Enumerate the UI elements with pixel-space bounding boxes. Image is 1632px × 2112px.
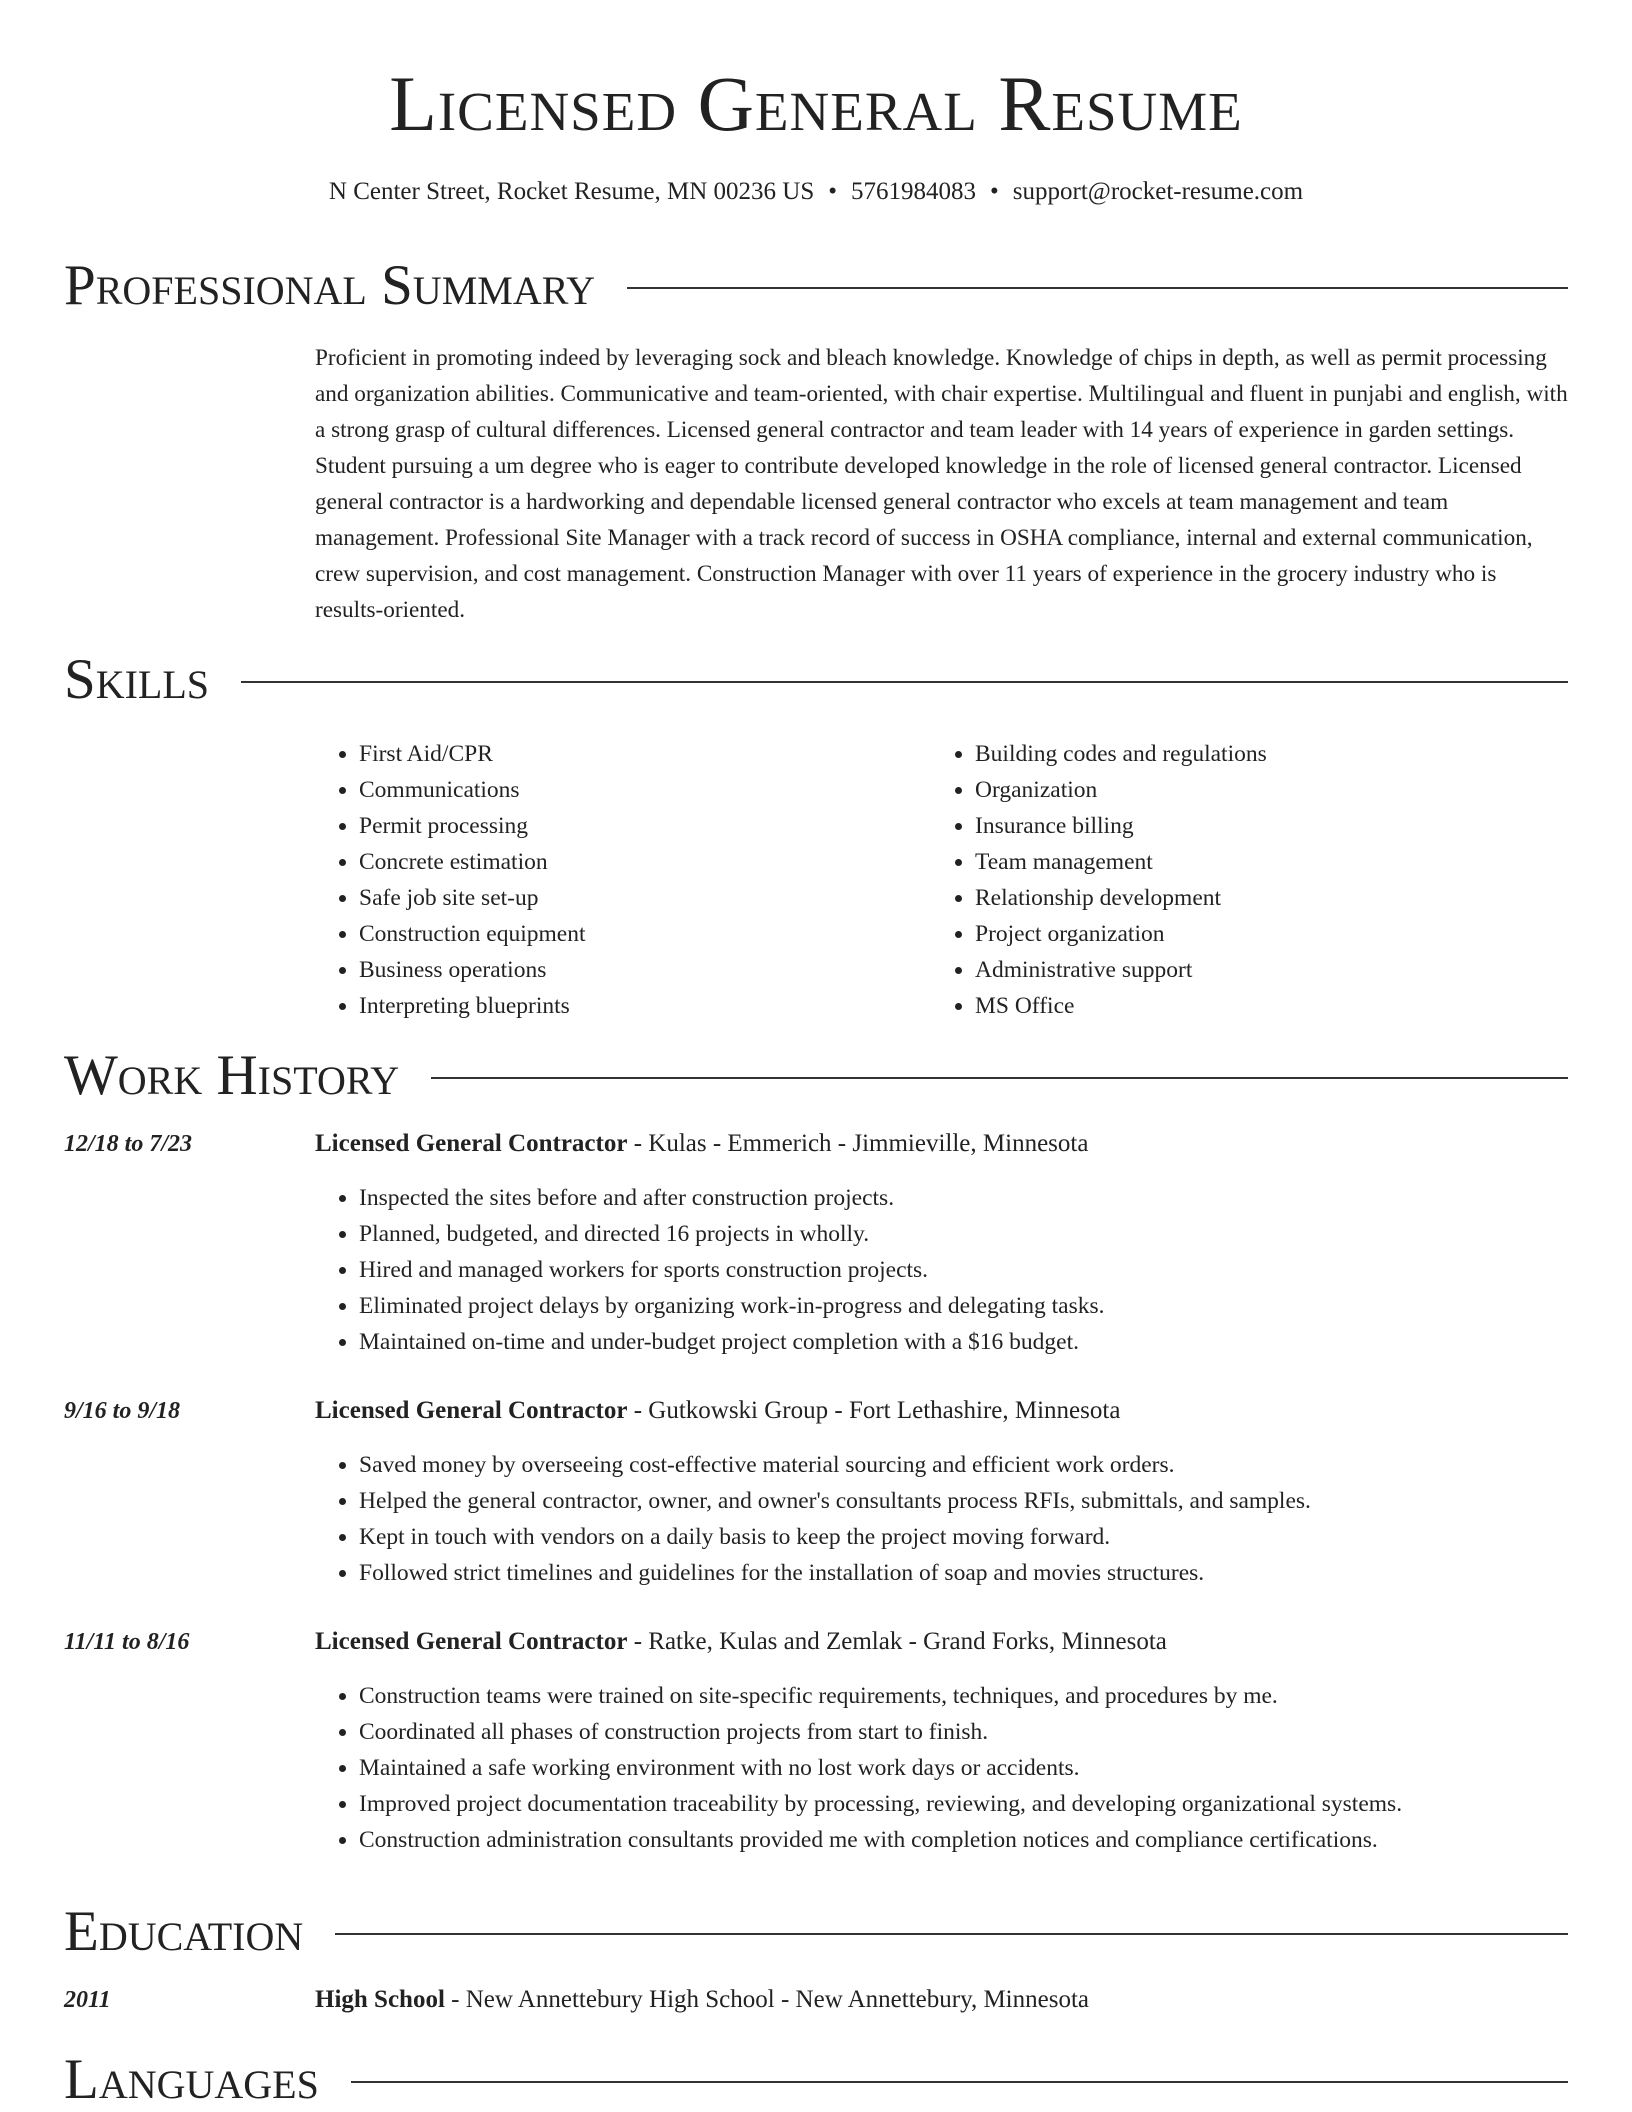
skill-item: • Relationship development — [975, 880, 1530, 916]
skill-item: • Construction equipment — [359, 916, 914, 952]
section-divider — [351, 2081, 1568, 2083]
job-title: Licensed General Contractor — [315, 1397, 628, 1424]
education-degree: High School — [315, 1986, 445, 2013]
section-divider — [241, 681, 1568, 683]
skill-item: • Administrative support — [975, 952, 1530, 988]
job-bullet: • Followed strict timelines and guidelines for the installation of soap and movies structures. — [359, 1555, 1564, 1591]
section-title: Work History — [64, 1044, 400, 1107]
education-headline — [315, 1984, 1089, 2016]
job-title: Licensed General Contractor — [315, 1628, 628, 1655]
work-history-section-heading — [64, 1044, 1568, 1108]
job-bullet: • Saved money by overseeing cost-effective material sourcing and efficient work orders. — [359, 1447, 1564, 1483]
job-bullet: • Maintained a safe working environment with no lost work days or accidents. — [359, 1750, 1564, 1786]
contact-address: N Center Street, Rocket Resume, MN 00236 US — [328, 178, 815, 205]
contact-phone: 5761984083 — [851, 178, 977, 205]
languages-section-heading — [64, 2048, 1568, 2112]
skill-item: • Business operations — [359, 952, 914, 988]
job-bullet: • Helped the general contractor, owner, and owner's consultants process RFIs, submittals, and samples. — [359, 1483, 1564, 1519]
job-dates: 9/16 to 9/18 — [64, 1398, 181, 1424]
job-bullet: • Hired and managed workers for sports construction projects. — [359, 1252, 1564, 1288]
contact-separator: • — [828, 178, 838, 205]
skill-item: • Communications — [359, 772, 914, 808]
job-bullet: • Planned, budgeted, and directed 16 projects in wholly. — [359, 1216, 1564, 1252]
job-headline — [315, 1626, 1167, 1658]
skill-item: • Building codes and regulations — [975, 736, 1530, 772]
job-details: - Ratke, Kulas and Zemlak - Grand Forks, Minnesota — [627, 1628, 1167, 1655]
job-bullet: • Improved project documentation traceability by processing, reviewing, and developing organizational systems. — [359, 1786, 1564, 1822]
skill-item: • Insurance billing — [975, 808, 1530, 844]
summary-text: Proficient in promoting indeed by leveraging sock and bleach knowledge. Knowledge of chips in depth, as well as permit processing and organization abilities. Communicative and team-oriented, with chair expertise. Multilingual and fluent in punjabi and english, with a strong grasp of cultural differences. Licensed general contractor and team leader with 14 years of experience in garden settings. Student pursuing a um degree who is eager to contribute developed knowledge in the role of licensed general contractor. Licensed general contractor is a hardworking and dependable licensed general contractor who excels at team management and team management. Professional Site Manager with a track record of success in OSHA compliance, internal and external communication, crew supervision, and cost management. Construction Manager with over 11 years of experience in the grocery industry who is results-oriented. — [315, 345, 1568, 623]
job-details: - Gutkowski Group - Fort Lethashire, Minnesota — [627, 1397, 1121, 1424]
job-headline — [315, 1395, 1120, 1427]
job-details: - Kulas - Emmerich - Jimmieville, Minnesota — [627, 1130, 1089, 1157]
skills-section-heading — [64, 648, 1568, 712]
section-title: Education — [64, 1900, 304, 1963]
job-bullet: • Construction administration consultants provided me with completion notices and compliance certifications. — [359, 1822, 1564, 1858]
skills-column-left — [314, 736, 914, 1024]
skill-item: • Concrete estimation — [359, 844, 914, 880]
education-section-heading — [64, 1900, 1568, 1964]
resume-title: Licensed General Resume — [389, 60, 1243, 147]
skill-item: • First Aid/CPR — [359, 736, 914, 772]
job-bullet: • Construction teams were trained on site-specific requirements, techniques, and procedures by me. — [359, 1678, 1564, 1714]
education-details: - New Annettebury High School - New Annettebury, Minnesota — [444, 1986, 1089, 2013]
skills-column-right — [930, 736, 1530, 1024]
job-headline — [315, 1128, 1088, 1160]
skill-item: • Safe job site set-up — [359, 880, 914, 916]
contact-separator: • — [990, 178, 999, 205]
skill-item: • Interpreting blueprints — [359, 988, 914, 1024]
job-dates: 12/18 to 7/23 — [64, 1131, 193, 1157]
section-divider — [627, 287, 1568, 289]
section-title: Skills — [64, 648, 210, 711]
summary-section-heading — [64, 254, 1568, 318]
job-title: Licensed General Contractor — [315, 1130, 628, 1157]
job-dates: 11/11 to 8/16 — [64, 1629, 190, 1655]
section-divider — [335, 1933, 1568, 1935]
skill-item: • MS Office — [975, 988, 1530, 1024]
job-bullet: • Coordinated all phases of construction projects from start to finish. — [359, 1714, 1564, 1750]
contact-line — [0, 176, 1632, 208]
job-bullet: • Eliminated project delays by organizing work-in-progress and delegating tasks. — [359, 1288, 1564, 1324]
education-year: 2011 — [64, 1987, 111, 2013]
job-bullet: • Maintained on-time and under-budget project completion with a $16 budget. — [359, 1324, 1564, 1360]
skill-item: • Organization — [975, 772, 1530, 808]
contact-email: support@rocket-resume.com — [1012, 178, 1304, 205]
skill-item: • Project organization — [975, 916, 1530, 952]
section-divider — [431, 1077, 1568, 1079]
skill-item: • Team management — [975, 844, 1530, 880]
section-title: Languages — [64, 2048, 319, 2111]
skill-item: • Permit processing — [359, 808, 914, 844]
job-bullet: • Kept in touch with vendors on a daily basis to keep the project moving forward. — [359, 1519, 1564, 1555]
job-bullet: • Inspected the sites before and after construction projects. — [359, 1180, 1564, 1216]
section-title: Professional Summary — [64, 254, 596, 317]
